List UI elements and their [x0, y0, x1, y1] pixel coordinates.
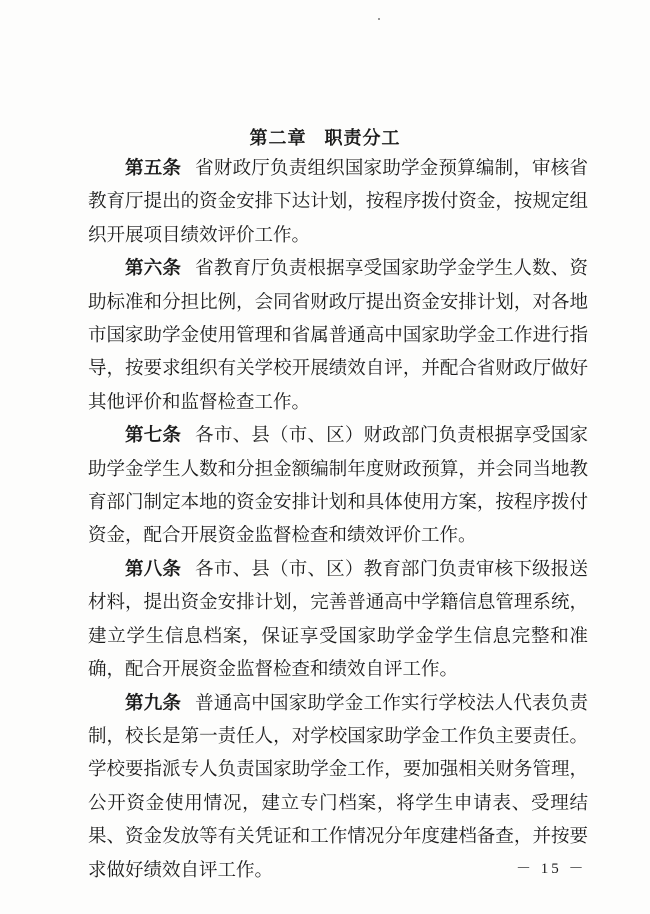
article-8 [88, 553, 588, 687]
article-text: 各市、县（市、区）财政部门负责根据享受国家助学金学生人数和分担金额编制年度财政预算，并会同当地教育部门制定本地的资金安排计划和具体使用方案，按程序拨付资金，配合开展资金监督检查和绩效评价工作。 [88, 425, 588, 547]
document-body [88, 152, 588, 887]
article-5 [88, 152, 588, 252]
scan-speck [378, 18, 380, 20]
article-9 [88, 687, 588, 887]
chapter-title: 职责分工 [324, 128, 401, 149]
chapter-heading [0, 124, 650, 150]
article-number: 第八条 [125, 558, 182, 580]
article-number: 第五条 [125, 158, 182, 179]
page-number: － 15 － [516, 861, 587, 877]
chapter-number: 第二章 [249, 128, 307, 149]
article-text: 省教育厅负责根据享受国家助学金学生人数、资助标准和分担比例，会同省财政厅提出资金安排计划，对各地市国家助学金使用管理和省属普通高中国家助学金工作进行指导，按要求组织有关学校开展绩效自评，并配合省财政厅做好其他评价和监督检查工作。 [88, 258, 588, 413]
article-text: 普通高中国家助学金工作实行学校法人代表负责制，校长是第一责任人，对学校国家助学金工作负主要责任。学校要指派专人负责国家助学金工作，要加强相关财务管理，公开资金使用情况，建立专门档案，将学生申请表、受理结果、资金发放等有关凭证和工作情况分年度建档备查，并按要求做好绩效自评工作。 [88, 692, 588, 881]
article-text: 省财政厅负责组织国家助学金预算编制，审核省教育厅提出的资金安排下达计划，按程序拨付资金，按规定组织开展项目绩效评价工作。 [88, 158, 588, 246]
article-number: 第九条 [125, 692, 182, 714]
article-number: 第七条 [125, 425, 182, 447]
article-7 [88, 419, 588, 553]
article-text: 各市、县（市、区）教育部门负责审核下级报送材料，提出资金安排计划，完善普通高中学籍信息管理系统，建立学生信息档案，保证享受国家助学金学生信息完整和准确，配合开展资金监督检查和绩效自评工作。 [88, 558, 588, 681]
article-6 [88, 252, 588, 419]
article-number: 第六条 [125, 258, 182, 280]
